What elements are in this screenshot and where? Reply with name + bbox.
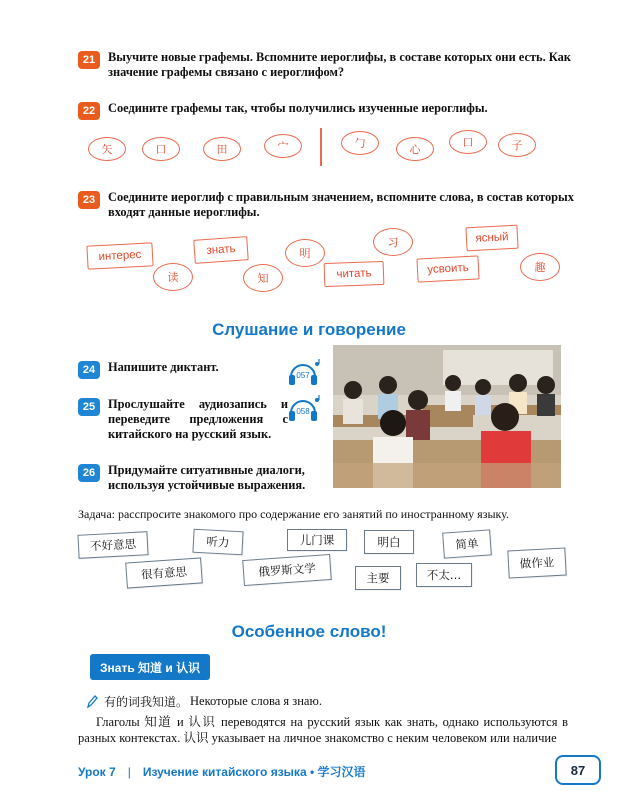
classroom-photo	[333, 345, 561, 488]
task-number-22: 22	[78, 102, 100, 120]
task-number-26: 26	[78, 464, 100, 482]
char-chip[interactable]: 读	[153, 263, 193, 291]
task-instruction: Задача: расспросите знакомого про содержание его занятий по иностранному языку.	[78, 507, 509, 521]
section-title-listening: Слушание и говорение	[212, 320, 406, 339]
char-chip[interactable]: 趣	[520, 253, 560, 281]
pencil-icon	[86, 695, 98, 709]
grapheme-chip[interactable]: 口	[449, 130, 487, 154]
grapheme-chip[interactable]: 勹	[341, 131, 379, 155]
audio-track-number: 058	[296, 407, 310, 416]
footer-separator: |	[127, 764, 131, 779]
divider	[320, 128, 322, 166]
task-26-text: Придумайте ситуативные диалоги, используя устойчивые выражения.	[108, 463, 306, 492]
phrase-card[interactable]: 简单	[442, 529, 492, 558]
word-chip[interactable]: знать	[193, 236, 249, 264]
task-23-text: Соедините иероглиф с правильным значением, вспомните слова, в состав которых входят данные иероглифы.	[108, 190, 574, 219]
task-25	[78, 397, 288, 442]
footer-title: Изучение китайского языка • 学习汉语	[142, 765, 366, 779]
task-number-23: 23	[78, 191, 100, 209]
char-chip[interactable]: 习	[373, 228, 413, 256]
grapheme-chip[interactable]: 宀	[264, 134, 302, 158]
char-chip[interactable]: 明	[285, 239, 325, 267]
task-25-text: Прослушайте аудиозапись и переведите предложения с китайского на русский язык.	[108, 397, 288, 441]
task-21-text: Выучите новые графемы. Вспомните иероглифы, в составе которых они есть. Как значение графемы связано с иероглифом?	[108, 50, 571, 79]
example-chinese: 有的词我知道。	[104, 695, 189, 709]
page-number: 87	[555, 755, 601, 785]
task-number-21: 21	[78, 51, 100, 69]
example-sentence	[86, 693, 322, 710]
task-21	[78, 50, 578, 80]
task-22	[78, 101, 578, 120]
grapheme-chip[interactable]: 田	[203, 137, 241, 161]
char-chip[interactable]: 知	[243, 264, 283, 292]
phrase-card[interactable]: 不好意思	[77, 531, 148, 559]
task-22-text: Соедините графемы так, чтобы получились изученные иероглифы.	[108, 101, 488, 115]
audio-track-number: 057	[296, 371, 310, 380]
task-23	[78, 190, 578, 220]
footer-lesson: Урок 7	[78, 764, 116, 779]
task-number-24: 24	[78, 361, 100, 379]
task-24-text: Напишите диктант.	[108, 360, 219, 374]
phrase-card[interactable]: 俄罗斯文学	[242, 554, 332, 586]
phrase-card[interactable]: 很有意思	[125, 557, 203, 588]
grapheme-chip[interactable]: 心	[396, 137, 434, 161]
task-26	[78, 463, 328, 493]
word-chip[interactable]: читать	[324, 261, 385, 287]
phrase-card[interactable]: 主要	[355, 566, 401, 590]
phrase-card[interactable]: 明白	[364, 530, 414, 554]
example-russian: Некоторые слова я знаю.	[190, 694, 322, 708]
task-24	[78, 360, 288, 379]
phrase-card[interactable]: 做作业	[507, 548, 566, 579]
section-title-special-word: Особенное слово!	[231, 622, 387, 641]
word-chip[interactable]: интерес	[86, 242, 153, 269]
grapheme-chip[interactable]: 矢	[88, 137, 126, 161]
grapheme-chip[interactable]: 口	[142, 137, 180, 161]
task-number-25: 25	[78, 398, 100, 416]
word-chip[interactable]: ясный	[465, 225, 518, 252]
word-chip[interactable]: усвоить	[416, 255, 479, 282]
phrase-card[interactable]: 听力	[192, 529, 243, 556]
topic-badge: Знать 知道 и 认识	[90, 654, 210, 680]
explanation-paragraph: Глаголы 知道 и 认识 переводятся на русский язык как знать, однако используются в разных контекстах. 认识 указывает на личное знакомство с неким человеком или наличие	[78, 715, 568, 745]
footer	[78, 763, 365, 780]
phrase-card[interactable]: 儿门课	[287, 529, 347, 551]
phrase-card[interactable]: 不太…	[416, 563, 472, 587]
grapheme-chip[interactable]: 子	[498, 133, 536, 157]
